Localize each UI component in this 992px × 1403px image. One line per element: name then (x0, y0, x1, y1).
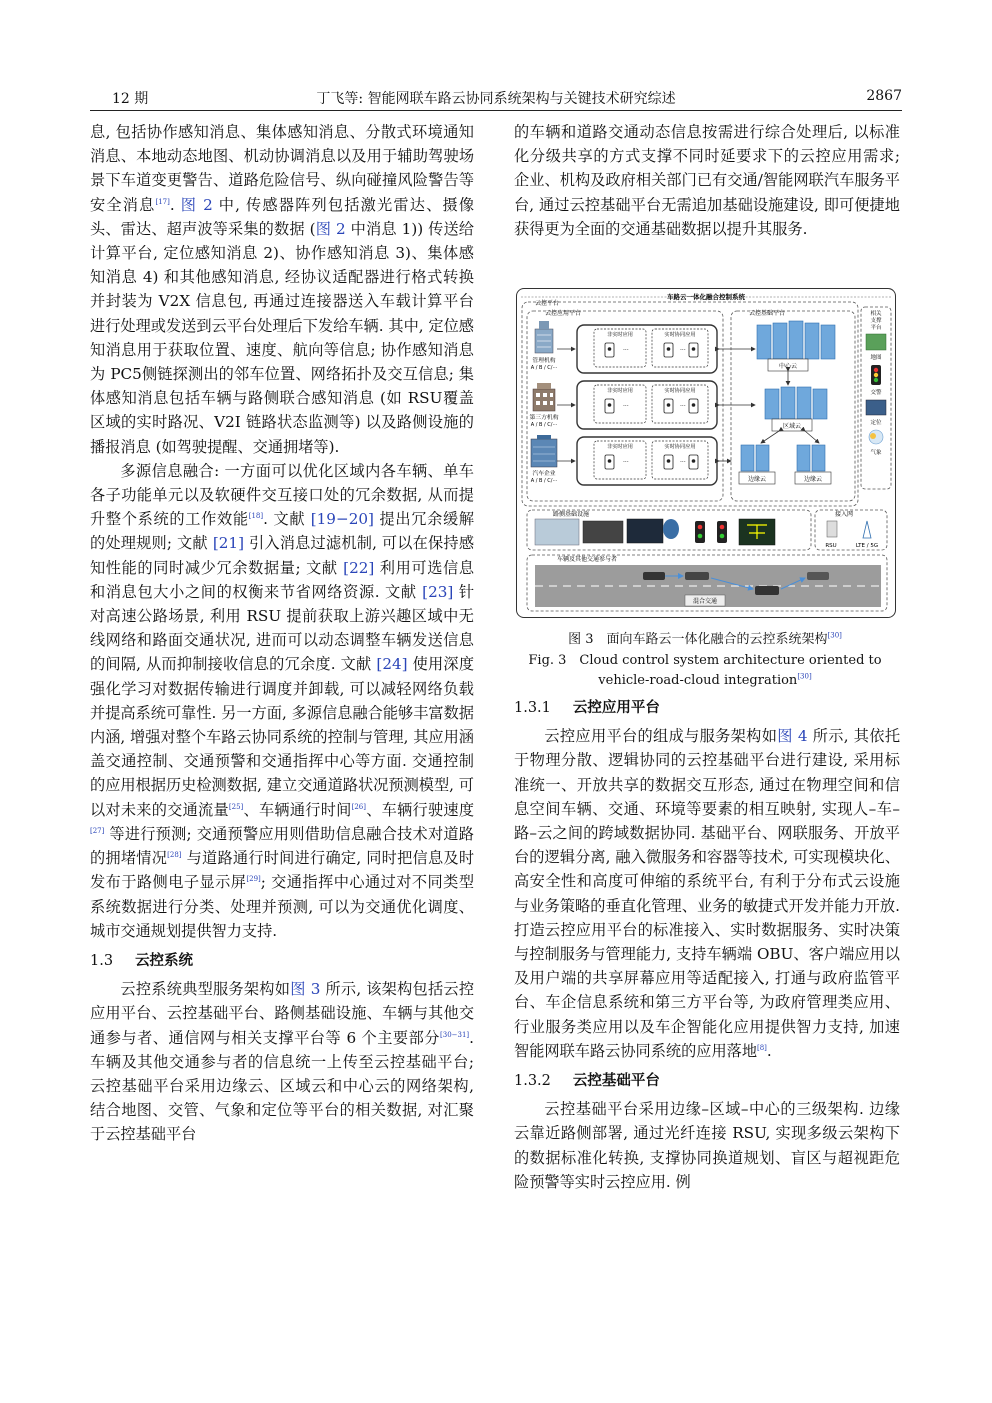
satellite-icon (866, 400, 886, 415)
app-platform-label: 云控应用平台 (545, 310, 582, 317)
figure-caption-en: Fig. 3 Cloud control system architecture oriented to vehicle-road-cloud integration[30] (528, 653, 882, 688)
citation-link[interactable]: [30] (797, 672, 812, 681)
org-sub-label: A / B / C/··· (530, 478, 558, 484)
app-row (530, 381, 718, 429)
map-icon (866, 334, 886, 350)
citation-link[interactable]: [19−20] (310, 510, 374, 529)
org-sub-label: A / B / C/··· (530, 422, 558, 428)
running-header (90, 88, 902, 111)
svg-text:···: ··· (680, 347, 686, 354)
issue-label: 12 期 (112, 91, 149, 107)
figure-link[interactable]: 图 2 (315, 219, 346, 238)
svg-text:实时协同应用: 实时协同应用 (664, 444, 696, 450)
svg-text:实时协同应用: 实时协同应用 (664, 332, 696, 338)
svg-text:···: ··· (680, 403, 686, 410)
car-icon (685, 572, 709, 580)
region-cloud-servers (765, 387, 827, 419)
org-sub-label: A / B / C/··· (530, 365, 558, 371)
org-label: 管理机构 (532, 358, 556, 364)
section-heading: 1.3 云控系统 (90, 952, 194, 969)
section-heading: 1.3.1 云控应用平台 (514, 700, 660, 716)
citation-link[interactable]: [30−31] (440, 1030, 470, 1039)
citation-link[interactable]: [28] (167, 851, 182, 860)
svg-text:非实时应用: 非实时应用 (607, 388, 633, 394)
citation-link[interactable]: [27] (90, 826, 105, 835)
outer-title: 车路云一体化融合控制系统 (667, 293, 745, 301)
left-column (90, 120, 474, 1147)
region-cloud-label: 区域云 (782, 423, 802, 430)
lidar-icon (663, 519, 679, 539)
citation-link[interactable]: [18] (248, 512, 264, 521)
citation-link[interactable]: [21] (212, 534, 245, 553)
edge-cloud-servers (741, 445, 825, 471)
citation-link[interactable]: [24] (376, 655, 408, 674)
svg-text:相关: 相关 (870, 311, 882, 317)
base-platform-label: 云控基础平台 (749, 310, 786, 317)
citation-link[interactable]: [17] (155, 197, 170, 206)
rsu-device (583, 521, 623, 543)
car-icon (807, 572, 829, 580)
running-title: 丁飞等: 智能网联车路云协同系统架构与关键技术研究综述 (316, 91, 676, 107)
svg-text:···: ··· (680, 459, 686, 466)
tower-icon (863, 521, 871, 538)
traffic-signal-icon (695, 521, 705, 543)
car-icon (755, 586, 779, 595)
right-column-bottom (514, 696, 900, 1194)
center-cloud-servers (757, 321, 835, 359)
rsu-label: RSU (825, 543, 837, 549)
svg-text:···: ··· (623, 347, 629, 354)
paragraph: 云控应用平台的组成与服务架构如图 4 所示, 其依托于物理分散、逻辑协同的云控基础平台进行建设, 采用标准统一、开放共享的数据交互形态, 通过在物理空间和信息空间车辆、交通、环境等要素的相互映射, 实现人–车–路–云之间的跨域数据协同. 基础平台、网联服务、开放平台的逻辑分离, 融入微服务和容器等技术, 可实现模块化、高安全性和高度可伸缩的系统平台, 有利于分布式云设施与业务策略的垂直化管理、业务的敏捷式开发并能力开放. 打造云控应用平台的标准接入、实时数据服务、实时决策与控制服务与管理能力, 支持车辆端 OBU、客户端应用以及用户端的共享屏幕应用等适配接入, 打通与政府监管平台、车企信息系统和第三方平台等, 为政府管理类应用、行业服务类应用以及车企智能化应用提供智力支持, 加速智能网联车路云协同系统的应用落地[8]. (514, 727, 901, 1060)
svg-text:气象: 气象 (870, 450, 882, 456)
figure-link[interactable]: 图 2 (180, 195, 213, 214)
citation-link[interactable]: [30] (827, 631, 842, 640)
cloud-platform-label: 云控平台 (535, 300, 560, 307)
svg-text:地图: 地图 (870, 355, 882, 361)
edge-cloud-label: 边缘云 (747, 476, 767, 483)
traffic-signal-icon (717, 521, 727, 543)
paragraph: 多源信息融合: 一方面可以优化区域内各车辆、单车各子功能单元以及软硬件交互接口处的冗余数据, 从而提升整个系统的工作效能[18]. 文献 [19−20] 提出冗余缓解的处理规则; 文献 [21] 引入消息过滤机制, 可以在保持感知性能的同时减少冗余数据量; 文献 [22] 利用可选信息和消息包大小之间的权衡来节省网络资源. 文献 [23] 针对高速公路场景, 利用 RSU 提前获取上游兴趣区域中无线网络和路面交通状况, 进而可以动态调整车辆发送信息的间隔, 从而抑制接收信息的冗余度. 文献 [24] 使用深度强化学习对数据传输进行调度并卸载, 可以减轻网络负载并提高系统可靠性. 另一方面, 多源信息融合能够丰富数据内涵, 增强对整个车路云协同系统的控制与管理, 其应用涵盖交通控制、交通预警和交通指挥中心等方面. 交通控制的应用根据历史检测数据, 建立交通道路状况预测模型, 可以对未来的交通流量[25]、车辆通行时间[26]、车辆行驶速度[27] 等进行预测; 交通预警应用则借助信息融合技术对道路的拥堵情况[28] 与道路通行时间进行确定, 同时把信息及时发布于路侧电子显示屏[29]; 交通指挥中心通过对不同类型系统数据进行分类、处理并预测, 可以为交通优化调度、城市交通规划提供智力支持. (90, 461, 475, 940)
roadside-label: 路侧基础设施 (553, 511, 590, 518)
edge-cloud-label: 边缘云 (803, 476, 823, 483)
citation-link[interactable]: [26] (351, 802, 366, 811)
roadside-screen (627, 519, 663, 543)
figure-link[interactable]: 图 3 (290, 980, 321, 999)
org-label: 第三方机构 (529, 415, 559, 421)
citation-link[interactable]: [29] (246, 875, 261, 884)
svg-text:支撑: 支撑 (870, 318, 882, 324)
svg-text:平台: 平台 (870, 325, 882, 331)
svg-text:非实时应用: 非实时应用 (607, 332, 633, 338)
figure-caption-cn: 图 3 面向车路云一体化融合的云控系统架构[30] (568, 631, 842, 647)
lte-label: LTE / 5G (855, 543, 879, 549)
svg-text:···: ··· (623, 459, 629, 466)
svg-text:实时协同应用: 实时协同应用 (664, 388, 696, 394)
rsu-icon (827, 521, 837, 537)
access-net-label: 接入网 (835, 511, 854, 518)
paragraph: 息, 包括协作感知消息、集体感知消息、分散式环境通知消息、本地动态地图、机动协调消息以及用于辅助驾驶场景下车道变更警告、道路危险信号、纵向碰撞风险警告等安全消息[17]. 图 2 中, 传感器阵列包括激光雷达、摄像头、雷达、超声波等采集的数据 (图 2 中消息 1)) 传送给计算平台, 定位感知消息 2)、协作感知消息 3)、集体感知消息 4) 和其他感知消息, 经协议适配器进行格式转换并封装为 V2X 信息包, 再通过连接器送入车载计算平台进行处理或发送到云平台处理后下发给车辆. 其中, 定位感知消息用于获取位置、速度、航向等信息; 协作感知消息为 PC5侧链探测出的邻车位置、网络拓扑及交互信息; 集体感知消息包括车辆与路侧联合感知消息 (如 RSU覆盖区域的实时路况、V2I 链路状态监测等) 以及路侧设施的播报消息 (如驾驶提醒、交通拥堵等). (90, 123, 475, 456)
svg-text:交警: 交警 (870, 390, 882, 396)
svg-text:非实时应用: 非实时应用 (607, 444, 633, 450)
figure-3 (516, 288, 896, 618)
figure-link[interactable]: 图 4 (777, 727, 808, 746)
car-icon (643, 572, 665, 580)
app-row (531, 435, 717, 485)
citation-link[interactable]: [23] (422, 582, 454, 601)
svg-text:定位: 定位 (870, 420, 882, 426)
org-label: 汽车企业 (532, 471, 556, 477)
road-camera-photo (535, 519, 579, 545)
citation-link[interactable]: [25] (228, 802, 244, 811)
paragraph: 云控基础平台采用边缘–区域–中心的三级架构. 边缘云靠近路侧部署, 通过光纤连接 RSU, 实现多级云架构下的数据标准化转换, 支撑协同换道规划、盲区与超视距危险预警等实时云控应用. 例 (514, 1100, 900, 1191)
app-row (531, 321, 717, 373)
architecture-diagram (517, 289, 895, 617)
participants-label: 车辆及其他交通参与者 (557, 556, 618, 563)
mixed-traffic-label: 混合交通 (692, 598, 718, 605)
center-cloud-label: 中心云 (778, 363, 798, 370)
page-number: 2867 (866, 88, 902, 104)
paragraph: 的车辆和道路交通动态信息按需进行综合处理后, 以标准化分级共享的方式支撑不同时延要求下的云控应用需求; 企业、机构及政府相关部门已有交通/智能网联汽车服务平台, 通过云控基础平台无需追加基础设施建设, 即可便捷地获得更为全面的交通基础数据以提升其服务. (514, 123, 900, 238)
right-column-top (514, 120, 900, 241)
citation-link[interactable]: [22] (343, 558, 375, 577)
citation-link[interactable]: [8] (757, 1043, 767, 1052)
svg-text:···: ··· (623, 403, 629, 410)
section-heading: 1.3.2 云控基础平台 (514, 1073, 660, 1090)
paragraph: 云控系统典型服务架构如图 3 所示, 该架构包括云控应用平台、云控基础平台、路侧基础设施、车辆与其他交通参与者、通信网与相关支撑平台等 6 个主要部分[30−31]. 车辆及其他交通参与者的信息统一上传至云控基础平台; 云控基础平台采用边缘云、区域云和中心云的网络架构, 结合地图、交管、气象和定位等平台的相关数据, 对汇聚于云控基础平台 (90, 980, 475, 1144)
